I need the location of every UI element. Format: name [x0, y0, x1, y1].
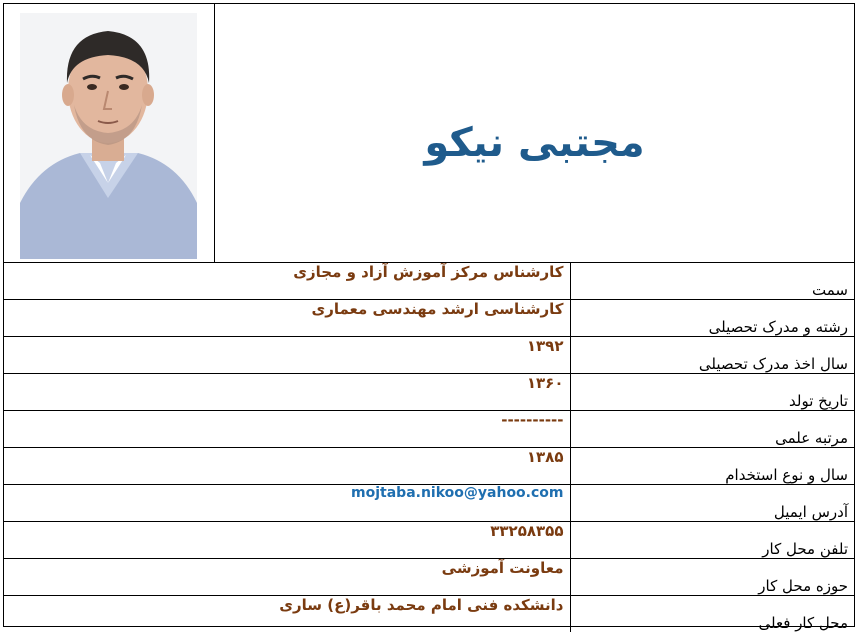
profile-header — [4, 4, 854, 263]
table-row — [4, 337, 854, 374]
current-workplace-label: محل کار فعلی — [570, 596, 854, 632]
table-row — [4, 411, 854, 448]
email-label: آدرس ایمیل — [570, 485, 854, 522]
portrait-illustration — [20, 13, 197, 259]
work-area-value: معاونت آموزشی — [4, 559, 570, 596]
degree-year-value: ۱۳۹۲ — [4, 337, 570, 374]
table-row — [4, 300, 854, 337]
degree-value: کارشناسی ارشد مهندسی معماری — [4, 300, 570, 337]
position-label: سمت — [570, 263, 854, 300]
position-value: کارشناس مرکز آموزش آزاد و مجازی — [4, 263, 570, 300]
table-row — [4, 448, 854, 485]
birth-year-label: تاریخ تولد — [570, 374, 854, 411]
work-phone-value: ۳۳۲۵۸۳۵۵ — [4, 522, 570, 559]
table-row — [4, 485, 854, 522]
employment-label: سال و نوع استخدام — [570, 448, 854, 485]
academic-rank-label: مرتبه علمی — [570, 411, 854, 448]
birth-year-value: ۱۳۶۰ — [4, 374, 570, 411]
table-row — [4, 522, 854, 559]
work-area-label: حوزه محل کار — [570, 559, 854, 596]
degree-year-label: سال اخذ مدرک تحصیلی — [570, 337, 854, 374]
email-value[interactable]: mojtaba.nikoo@yahoo.com — [4, 485, 570, 522]
table-row — [4, 559, 854, 596]
current-workplace-value: دانشکده فنی امام محمد باقر(ع) ساری — [4, 596, 570, 632]
table-row — [4, 374, 854, 411]
photo-cell — [4, 4, 215, 262]
table-row — [4, 263, 854, 300]
info-table — [4, 263, 854, 632]
work-phone-label: تلفن محل کار — [570, 522, 854, 559]
profile-card — [3, 3, 855, 627]
profile-photo — [20, 13, 197, 259]
academic-rank-value: ---------- — [4, 411, 570, 448]
name-cell — [215, 4, 854, 262]
table-row — [4, 596, 854, 632]
degree-label: رشته و مدرک تحصیلی — [570, 300, 854, 337]
employment-value: ۱۳۸۵ — [4, 448, 570, 485]
person-name: مجتبی نیکو — [424, 120, 644, 166]
